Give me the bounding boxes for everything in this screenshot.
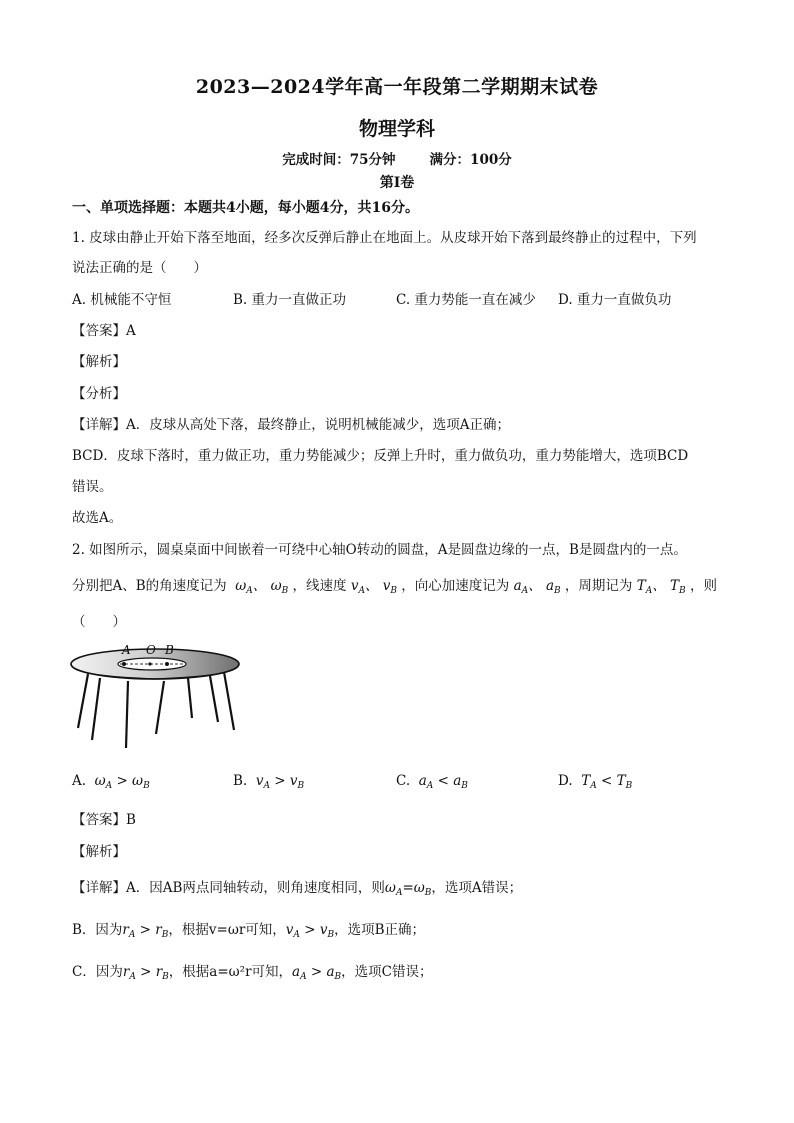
- q1-conclusion: 故选A。: [72, 510, 123, 526]
- table-legs: [78, 672, 234, 748]
- exam-score: 满分：100分: [429, 152, 512, 168]
- q1-option-c: C. 重力势能一直在减少: [396, 292, 536, 308]
- q1-option-a: A. 机械能不守恒: [72, 292, 172, 308]
- label-b: B: [165, 643, 174, 657]
- q2-detail-a: 【详解】A．因AB两点同轴转动，则角速度相同，则$\omega_A=\omega_B$，选项A错误；: [72, 880, 523, 898]
- q1-fenxi: 【分析】: [72, 386, 126, 402]
- q2-analysis: 【解析】: [72, 844, 126, 860]
- label-a: A: [122, 643, 131, 657]
- q2-stem-line2: 分别把A、B的角速度记为 $\omega_A$、 $\omega_B$ ，线速度 $v_A$、 $v_B$ ，向心加速度记为 $a_A$、 $a_B$ ，周期记为 $T_A$、 $T_B$ ，则: [72, 578, 717, 596]
- q2-option-c: C. $a_A < a_B$: [396, 773, 468, 791]
- q1-detail-line3: 错误。: [72, 479, 113, 495]
- point-o-dot: [148, 662, 151, 665]
- exam-time: 完成时间：75分钟: [282, 152, 396, 168]
- point-b-dot: [165, 662, 169, 666]
- point-a-dot: [122, 662, 126, 666]
- q1-analysis: 【解析】: [72, 354, 126, 370]
- q1-answer: 【答案】A: [72, 323, 136, 339]
- q2-detail-c: C．因为$r_A > r_B$，根据a=ω²r可知，$a_A > a_B$，选项C错误；: [72, 964, 433, 982]
- q1-detail-line2: BCD．皮球下落时，重力做正功，重力势能减少；反弹上升时，重力做负功，重力势能增大，选项BCD: [72, 448, 689, 464]
- q1-stem-line1: 1. 皮球由静止开始下落至地面，经多次反弹后静止在地面上。从皮球开始下落到最终静止的过程中，下列: [72, 230, 697, 246]
- subject-title: 物理学科: [358, 118, 435, 140]
- q1-detail-line1: 【详解】A．皮球从高处下落，最终静止，说明机械能减少，选项A正确；: [72, 417, 510, 433]
- round-table-figure: [66, 640, 244, 752]
- q1-option-b: B. 重力一直做正功: [233, 292, 347, 308]
- q2-option-b: B. $v_A > v_B$: [233, 773, 305, 791]
- label-o: O: [146, 643, 156, 657]
- q2-answer: 【答案】B: [72, 812, 136, 828]
- q2-detail-b: B．因为$r_A > r_B$，根据v=ωr可知，$v_A > v_B$，选项B正确；: [72, 922, 425, 940]
- q2-stem-line3: （ ）: [72, 614, 126, 630]
- section-heading: 一、单项选择题：本题共4小题，每小题4分，共16分。: [72, 200, 419, 216]
- q2-option-a: A. $\omega_A > \omega_B$: [72, 773, 150, 791]
- q2-stem-line1: 2. 如图所示，圆桌桌面中间嵌着一可绕中心轴O转动的圆盘，A是圆盘边缘的一点，B是圆盘内的一点。: [72, 542, 687, 558]
- q1-option-d: D. 重力一直做负功: [558, 292, 672, 308]
- q1-stem-line2: 说法正确的是（ ）: [72, 260, 207, 276]
- exam-meta: [0, 148, 794, 168]
- q2-option-d: D. $T_A < T_B$: [558, 773, 633, 791]
- exam-title: 2023—2024学年高一年段第二学期期末试卷: [195, 76, 599, 98]
- volume-label: 第Ⅰ卷: [379, 175, 415, 191]
